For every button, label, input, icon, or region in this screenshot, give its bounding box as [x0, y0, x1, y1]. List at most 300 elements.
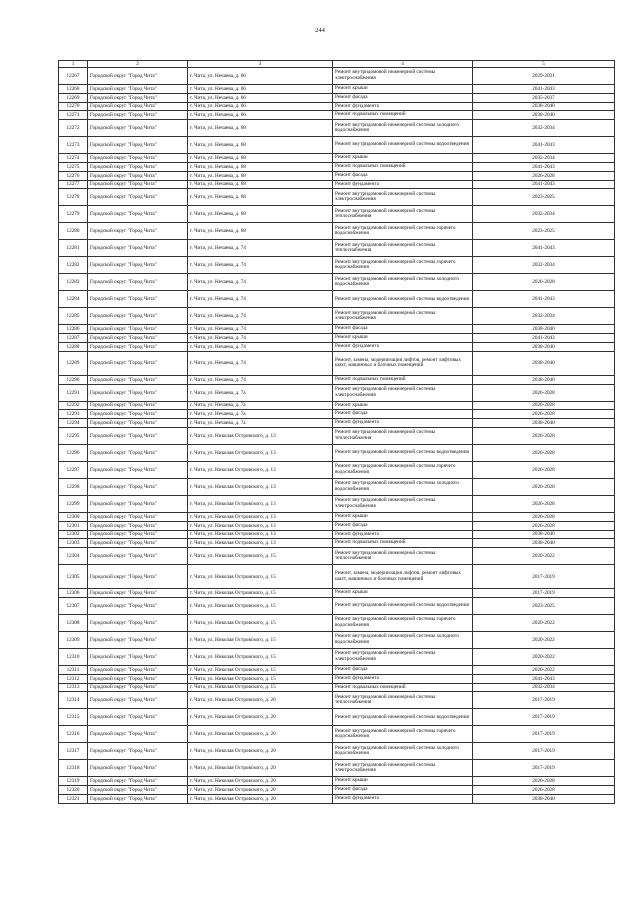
owner-cell: Городской округ "Город Чита"	[88, 692, 188, 709]
table-row	[59, 206, 615, 223]
work-cell: Ремонт внутридомовой инженерной системы электроснабжения	[333, 760, 473, 777]
period-cell: 2041-2043	[473, 334, 615, 343]
address-cell: г. Чита, ул. Николая Островского, д. 15	[188, 648, 333, 665]
period-cell: 2017-2019	[473, 565, 615, 589]
work-cell: Ремонт внутридомовой инженерной системы горячего водоснабжения	[333, 257, 473, 274]
row-number: 12299	[59, 495, 88, 512]
period-cell: 2026-2028	[473, 401, 615, 410]
period-cell: 2017-2019	[473, 589, 615, 598]
address-cell: г. Чита, ул. Нечаева, д. 7а	[188, 410, 333, 419]
row-number: 12286	[59, 325, 88, 334]
owner-cell: Городской округ "Город Чита"	[88, 223, 188, 240]
page-number: 244	[315, 27, 325, 34]
period-cell: 2032-2034	[473, 257, 615, 274]
owner-cell: Городской округ "Город Чита"	[88, 539, 188, 548]
work-cell: Ремонт крыши	[333, 154, 473, 163]
period-cell: 2020-2022	[473, 631, 615, 648]
table-row	[59, 401, 615, 410]
row-number: 12278	[59, 189, 88, 206]
row-number: 12309	[59, 631, 88, 648]
work-cell: Ремонт внутридомовой инженерной системы водоотведения	[333, 291, 473, 308]
owner-cell: Городской округ "Город Чита"	[88, 68, 188, 85]
table-row	[59, 384, 615, 401]
owner-cell: Городской округ "Город Чита"	[88, 614, 188, 631]
row-number: 12313	[59, 683, 88, 692]
table-row	[59, 683, 615, 692]
owner-cell: Городской округ "Город Чита"	[88, 351, 188, 375]
column-header: 1	[59, 61, 88, 68]
work-cell: Ремонт внутридомовой инженерной системы холодного водоснабжения	[333, 120, 473, 137]
table-row	[59, 530, 615, 539]
period-cell: 2017-2019	[473, 743, 615, 760]
work-cell: Ремонт крыши	[333, 589, 473, 598]
row-number: 12298	[59, 478, 88, 495]
period-cell: 2038-2040	[473, 539, 615, 548]
address-cell: г. Чита, ул. Николая Островского, д. 20	[188, 794, 333, 803]
owner-cell: Городской округ "Город Чита"	[88, 240, 188, 257]
table-row	[59, 743, 615, 760]
address-cell: г. Чита, ул. Нечаева, д. 7а	[188, 384, 333, 401]
work-cell: Ремонт крыши	[333, 334, 473, 343]
table-row	[59, 325, 615, 334]
address-cell: г. Чита, ул. Николая Островского, д. 20	[188, 692, 333, 709]
work-cell: Ремонт внутридомовой инженерной системы холодного водоснабжения	[333, 631, 473, 648]
address-cell: г. Чита, ул. Николая Островского, д. 15	[188, 674, 333, 683]
work-cell: Ремонт внутридомовой инженерной системы водоотведения	[333, 444, 473, 461]
period-cell: 2041-2043	[473, 291, 615, 308]
owner-cell: Городской округ "Город Чита"	[88, 777, 188, 786]
address-cell: г. Чита, ул. Николая Островского, д. 20	[188, 760, 333, 777]
table-header-row	[59, 61, 615, 68]
column-header: 2	[88, 61, 188, 68]
row-number: 12291	[59, 384, 88, 401]
owner-cell: Городской округ "Город Чита"	[88, 512, 188, 521]
table-row	[59, 478, 615, 495]
owner-cell: Городской округ "Город Чита"	[88, 180, 188, 189]
address-cell: г. Чита, ул. Нечаева, д. 74	[188, 257, 333, 274]
address-cell: г. Чита, ул. Николая Островского, д. 13	[188, 444, 333, 461]
work-cell: Ремонт подвальных помещений	[333, 539, 473, 548]
address-cell: г. Чита, ул. Николая Островского, д. 13	[188, 461, 333, 478]
table-row	[59, 291, 615, 308]
period-cell: 2020-2022	[473, 614, 615, 631]
address-cell: г. Чита, ул. Николая Островского, д. 13	[188, 427, 333, 444]
table-row	[59, 85, 615, 94]
row-number: 12289	[59, 351, 88, 375]
owner-cell: Городской округ "Город Чита"	[88, 419, 188, 428]
table-row	[59, 162, 615, 171]
period-cell: 2026-2028	[473, 384, 615, 401]
owner-cell: Городской округ "Город Чита"	[88, 726, 188, 743]
period-cell: 2017-2019	[473, 760, 615, 777]
address-cell: г. Чита, ул. Николая Островского, д. 20	[188, 726, 333, 743]
table-row	[59, 760, 615, 777]
address-cell: г. Чита, ул. Николая Островского, д. 15	[188, 631, 333, 648]
row-number: 12282	[59, 257, 88, 274]
work-cell: Ремонт фундамента	[333, 102, 473, 111]
table-row	[59, 495, 615, 512]
row-number: 12302	[59, 530, 88, 539]
period-cell: 2041-2043	[473, 137, 615, 154]
table-row	[59, 410, 615, 419]
owner-cell: Городской округ "Город Чита"	[88, 674, 188, 683]
work-cell: Ремонт внутридомовой инженерной системы электроснабжения	[333, 384, 473, 401]
period-cell: 2038-2040	[473, 111, 615, 120]
row-number: 12270	[59, 102, 88, 111]
address-cell: г. Чита, ул. Нечаева, д. 68	[188, 120, 333, 137]
row-number: 12319	[59, 777, 88, 786]
owner-cell: Городской округ "Город Чита"	[88, 495, 188, 512]
period-cell: 2017-2019	[473, 709, 615, 726]
column-header: 3	[188, 61, 333, 68]
period-cell: 2038-2040	[473, 342, 615, 351]
work-cell: Ремонт, замена, модернизация лифтов, ремонт лифтовых шахт, машинных и блочных помещений	[333, 351, 473, 375]
work-cell: Ремонт внутридомовой инженерной системы горячего водоснабжения	[333, 614, 473, 631]
table-row	[59, 777, 615, 786]
owner-cell: Городской округ "Город Чита"	[88, 257, 188, 274]
period-cell: 2023-2025	[473, 189, 615, 206]
table-row	[59, 419, 615, 428]
row-number: 12288	[59, 342, 88, 351]
address-cell: г. Чита, ул. Николая Островского, д. 20	[188, 777, 333, 786]
row-number: 12314	[59, 692, 88, 709]
table-row	[59, 539, 615, 548]
table-row	[59, 102, 615, 111]
owner-cell: Городской округ "Город Чита"	[88, 743, 188, 760]
column-header: 5	[473, 61, 615, 68]
work-cell: Ремонт фундамента	[333, 794, 473, 803]
owner-cell: Городской округ "Город Чита"	[88, 444, 188, 461]
row-number: 12281	[59, 240, 88, 257]
table-row	[59, 692, 615, 709]
row-number: 12294	[59, 419, 88, 428]
address-cell: г. Чита, ул. Николая Островского, д. 15	[188, 683, 333, 692]
period-cell: 2026-2028	[473, 461, 615, 478]
row-number: 12316	[59, 726, 88, 743]
row-number: 12276	[59, 171, 88, 180]
work-cell: Ремонт внутридомовой инженерной системы холодного водоснабжения	[333, 478, 473, 495]
row-number: 12284	[59, 291, 88, 308]
work-cell: Ремонт внутридомовой инженерной системы электроснабжения	[333, 648, 473, 665]
row-number: 12274	[59, 154, 88, 163]
period-cell: 2020-2022	[473, 548, 615, 565]
period-cell: 2038-2040	[473, 325, 615, 334]
work-cell: Ремонт фасада	[333, 171, 473, 180]
row-number: 12308	[59, 614, 88, 631]
period-cell: 2038-2040	[473, 530, 615, 539]
owner-cell: Городской округ "Город Чита"	[88, 461, 188, 478]
row-number: 12283	[59, 274, 88, 291]
owner-cell: Городской округ "Город Чита"	[88, 548, 188, 565]
address-cell: г. Чита, ул. Нечаева, д. 66	[188, 85, 333, 94]
period-cell: 2017-2019	[473, 692, 615, 709]
address-cell: г. Чита, ул. Нечаева, д. 74	[188, 351, 333, 375]
row-number: 12285	[59, 308, 88, 325]
work-cell: Ремонт фасада	[333, 410, 473, 419]
work-cell: Ремонт крыши	[333, 777, 473, 786]
row-number: 12280	[59, 223, 88, 240]
address-cell: г. Чита, ул. Нечаева, д. 66	[188, 93, 333, 102]
table-row	[59, 648, 615, 665]
address-cell: г. Чита, ул. Николая Островского, д. 13	[188, 539, 333, 548]
owner-cell: Городской округ "Город Чита"	[88, 597, 188, 614]
table-row	[59, 189, 615, 206]
row-number: 12307	[59, 597, 88, 614]
address-cell: г. Чита, ул. Нечаева, д. 74	[188, 375, 333, 384]
work-cell: Ремонт внутридомовой инженерной системы электроснабжения	[333, 495, 473, 512]
row-number: 12306	[59, 589, 88, 598]
address-cell: г. Чита, ул. Николая Островского, д. 15	[188, 548, 333, 565]
work-cell: Ремонт внутридомовой инженерной системы теплоснабжения	[333, 206, 473, 223]
period-cell: 2041-2043	[473, 240, 615, 257]
table-row	[59, 631, 615, 648]
owner-cell: Городской округ "Город Чита"	[88, 120, 188, 137]
period-cell: 2026-2028	[473, 521, 615, 530]
address-cell: г. Чита, ул. Нечаева, д. 66	[188, 68, 333, 85]
owner-cell: Городской округ "Город Чита"	[88, 162, 188, 171]
table-row	[59, 274, 615, 291]
row-number: 12320	[59, 786, 88, 795]
owner-cell: Городской округ "Город Чита"	[88, 308, 188, 325]
work-cell: Ремонт фундамента	[333, 530, 473, 539]
table-row	[59, 257, 615, 274]
row-number: 12267	[59, 68, 88, 85]
owner-cell: Городской округ "Город Чита"	[88, 189, 188, 206]
table-row	[59, 137, 615, 154]
row-number: 12318	[59, 760, 88, 777]
table-row	[59, 154, 615, 163]
period-cell: 2041-2043	[473, 85, 615, 94]
table-row	[59, 342, 615, 351]
row-number: 12271	[59, 111, 88, 120]
work-cell: Ремонт внутридомовой инженерной системы теплоснабжения	[333, 692, 473, 709]
row-number: 12315	[59, 709, 88, 726]
work-cell: Ремонт внутридомовой инженерной системы холодного водоснабжения	[333, 743, 473, 760]
address-cell: г. Чита, ул. Нечаева, д. 68	[188, 137, 333, 154]
work-cell: Ремонт фасада	[333, 786, 473, 795]
row-number: 12317	[59, 743, 88, 760]
address-cell: г. Чита, ул. Нечаева, д. 7а	[188, 401, 333, 410]
address-cell: г. Чита, ул. Нечаева, д. 74	[188, 240, 333, 257]
work-cell: Ремонт подвальных помещений	[333, 683, 473, 692]
period-cell: 2038-2040	[473, 419, 615, 428]
owner-cell: Городской округ "Город Чита"	[88, 648, 188, 665]
period-cell: 2032-2034	[473, 683, 615, 692]
period-cell: 2041-2043	[473, 674, 615, 683]
table-row	[59, 171, 615, 180]
address-cell: г. Чита, ул. Нечаева, д. 68	[188, 223, 333, 240]
row-number: 12304	[59, 548, 88, 565]
address-cell: г. Чита, ул. Нечаева, д. 74	[188, 274, 333, 291]
owner-cell: Городской округ "Город Чита"	[88, 589, 188, 598]
address-cell: г. Чита, ул. Нечаева, д. 74	[188, 342, 333, 351]
work-cell: Ремонт, замена, модернизация лифтов, ремонт лифтовых шахт, машинных и блочных помещений	[333, 565, 473, 589]
address-cell: г. Чита, ул. Нечаева, д. 68	[188, 154, 333, 163]
address-cell: г. Чита, ул. Николая Островского, д. 20	[188, 743, 333, 760]
table-row	[59, 111, 615, 120]
address-cell: г. Чита, ул. Нечаева, д. 68	[188, 189, 333, 206]
owner-cell: Городской округ "Город Чита"	[88, 342, 188, 351]
period-cell: 2017-2019	[473, 726, 615, 743]
address-cell: г. Чита, ул. Николая Островского, д. 13	[188, 495, 333, 512]
row-number: 12277	[59, 180, 88, 189]
address-cell: г. Чита, ул. Нечаева, д. 74	[188, 325, 333, 334]
address-cell: г. Чита, ул. Николая Островского, д. 13	[188, 512, 333, 521]
period-cell: 2038-2040	[473, 102, 615, 111]
owner-cell: Городской округ "Город Чита"	[88, 102, 188, 111]
period-cell: 2023-2025	[473, 597, 615, 614]
row-number: 12293	[59, 410, 88, 419]
owner-cell: Городской округ "Город Чита"	[88, 171, 188, 180]
row-number: 12269	[59, 93, 88, 102]
row-number: 12297	[59, 461, 88, 478]
table-body	[59, 61, 615, 804]
period-cell: 2026-2028	[473, 512, 615, 521]
period-cell: 2026-2028	[473, 444, 615, 461]
address-cell: г. Чита, ул. Нечаева, д. 74	[188, 291, 333, 308]
work-cell: Ремонт внутридомовой инженерной системы горячего водоснабжения	[333, 223, 473, 240]
table-row	[59, 548, 615, 565]
column-header: 4	[333, 61, 473, 68]
period-cell: 2041-2043	[473, 180, 615, 189]
period-cell: 2026-2028	[473, 427, 615, 444]
owner-cell: Городской округ "Город Чита"	[88, 427, 188, 444]
work-cell: Ремонт внутридомовой инженерной системы водоотведения	[333, 709, 473, 726]
owner-cell: Городской округ "Город Чита"	[88, 85, 188, 94]
work-cell: Ремонт внутридомовой инженерной системы водоотведения	[333, 597, 473, 614]
period-cell: 2038-2040	[473, 351, 615, 375]
work-cell: Ремонт фундамента	[333, 419, 473, 428]
period-cell: 2038-2040	[473, 794, 615, 803]
owner-cell: Городской округ "Город Чита"	[88, 709, 188, 726]
row-number: 12295	[59, 427, 88, 444]
address-cell: г. Чита, ул. Николая Островского, д. 13	[188, 521, 333, 530]
address-cell: г. Чита, ул. Николая Островского, д. 15	[188, 597, 333, 614]
owner-cell: Городской округ "Город Чита"	[88, 137, 188, 154]
owner-cell: Городской округ "Город Чита"	[88, 565, 188, 589]
row-number: 12321	[59, 794, 88, 803]
work-cell: Ремонт фундамента	[333, 342, 473, 351]
table-row	[59, 375, 615, 384]
table-row	[59, 786, 615, 795]
row-number: 12292	[59, 401, 88, 410]
period-cell: 2026-2028	[473, 495, 615, 512]
address-cell: г. Чита, ул. Николая Островского, д. 20	[188, 786, 333, 795]
work-cell: Ремонт фасада	[333, 93, 473, 102]
address-cell: г. Чита, ул. Нечаева, д. 7а	[188, 419, 333, 428]
owner-cell: Городской округ "Город Чита"	[88, 521, 188, 530]
table-row	[59, 427, 615, 444]
owner-cell: Городской округ "Город Чита"	[88, 93, 188, 102]
program-table	[58, 60, 615, 804]
address-cell: г. Чита, ул. Нечаева, д. 66	[188, 111, 333, 120]
row-number: 12272	[59, 120, 88, 137]
address-cell: г. Чита, ул. Нечаева, д. 68	[188, 171, 333, 180]
period-cell: 2032-2034	[473, 308, 615, 325]
table-row	[59, 614, 615, 631]
owner-cell: Городской округ "Город Чита"	[88, 410, 188, 419]
row-number: 12279	[59, 206, 88, 223]
owner-cell: Городской округ "Город Чита"	[88, 375, 188, 384]
row-number: 12300	[59, 512, 88, 521]
table-row	[59, 180, 615, 189]
owner-cell: Городской округ "Город Чита"	[88, 291, 188, 308]
table-row	[59, 240, 615, 257]
period-cell: 2041-2043	[473, 162, 615, 171]
owner-cell: Городской округ "Город Чита"	[88, 206, 188, 223]
row-number: 12273	[59, 137, 88, 154]
address-cell: г. Чита, ул. Николая Островского, д. 15	[188, 665, 333, 674]
work-cell: Ремонт крыши	[333, 401, 473, 410]
period-cell: 2026-2028	[473, 410, 615, 419]
work-cell: Ремонт внутридомовой инженерной системы теплоснабжения	[333, 240, 473, 257]
work-cell: Ремонт фундамента	[333, 180, 473, 189]
work-cell: Ремонт крыши	[333, 512, 473, 521]
row-number: 12305	[59, 565, 88, 589]
table-row	[59, 589, 615, 598]
period-cell: 2026-2028	[473, 478, 615, 495]
work-cell: Ремонт внутридомовой инженерной системы теплоснабжения	[333, 548, 473, 565]
owner-cell: Городской округ "Город Чита"	[88, 794, 188, 803]
address-cell: г. Чита, ул. Николая Островского, д. 15	[188, 565, 333, 589]
owner-cell: Городской округ "Город Чита"	[88, 530, 188, 539]
table-row	[59, 308, 615, 325]
row-number: 12287	[59, 334, 88, 343]
row-number: 12275	[59, 162, 88, 171]
table-row	[59, 794, 615, 803]
table-row	[59, 120, 615, 137]
work-cell: Ремонт внутридомовой инженерной системы горячего водоснабжения	[333, 461, 473, 478]
table-row	[59, 68, 615, 85]
period-cell: 2035-2037	[473, 93, 615, 102]
address-cell: г. Чита, ул. Нечаева, д. 68	[188, 162, 333, 171]
work-cell: Ремонт подвальных помещений	[333, 111, 473, 120]
address-cell: г. Чита, ул. Николая Островского, д. 15	[188, 589, 333, 598]
work-cell: Ремонт внутридомовой инженерной системы водоотведения	[333, 137, 473, 154]
table-row	[59, 512, 615, 521]
row-number: 12312	[59, 674, 88, 683]
table-row	[59, 565, 615, 589]
table-row	[59, 93, 615, 102]
address-cell: г. Чита, ул. Николая Островского, д. 15	[188, 614, 333, 631]
address-cell: г. Чита, ул. Нечаева, д. 68	[188, 180, 333, 189]
row-number: 12301	[59, 521, 88, 530]
owner-cell: Городской округ "Город Чита"	[88, 274, 188, 291]
row-number: 12296	[59, 444, 88, 461]
table-row	[59, 351, 615, 375]
work-cell: Ремонт внутридомовой инженерной системы электроснабжения	[333, 308, 473, 325]
table-row	[59, 461, 615, 478]
table-row	[59, 223, 615, 240]
owner-cell: Городской округ "Город Чита"	[88, 665, 188, 674]
period-cell: 2023-2025	[473, 223, 615, 240]
work-cell: Ремонт фасада	[333, 325, 473, 334]
period-cell: 2038-2040	[473, 375, 615, 384]
table-row	[59, 674, 615, 683]
period-cell: 2029-2031	[473, 68, 615, 85]
period-cell: 2032-2034	[473, 120, 615, 137]
period-cell: 2020-2022	[473, 665, 615, 674]
period-cell: 2026-2028	[473, 274, 615, 291]
row-number: 12310	[59, 648, 88, 665]
table-row	[59, 334, 615, 343]
work-cell: Ремонт внутридомовой инженерной системы электроснабжения	[333, 68, 473, 85]
row-number: 12303	[59, 539, 88, 548]
period-cell: 2026-2028	[473, 786, 615, 795]
work-cell: Ремонт внутридомовой инженерной системы электроснабжения	[333, 189, 473, 206]
work-cell: Ремонт внутридомовой инженерной системы теплоснабжения	[333, 427, 473, 444]
owner-cell: Городской округ "Город Чита"	[88, 325, 188, 334]
